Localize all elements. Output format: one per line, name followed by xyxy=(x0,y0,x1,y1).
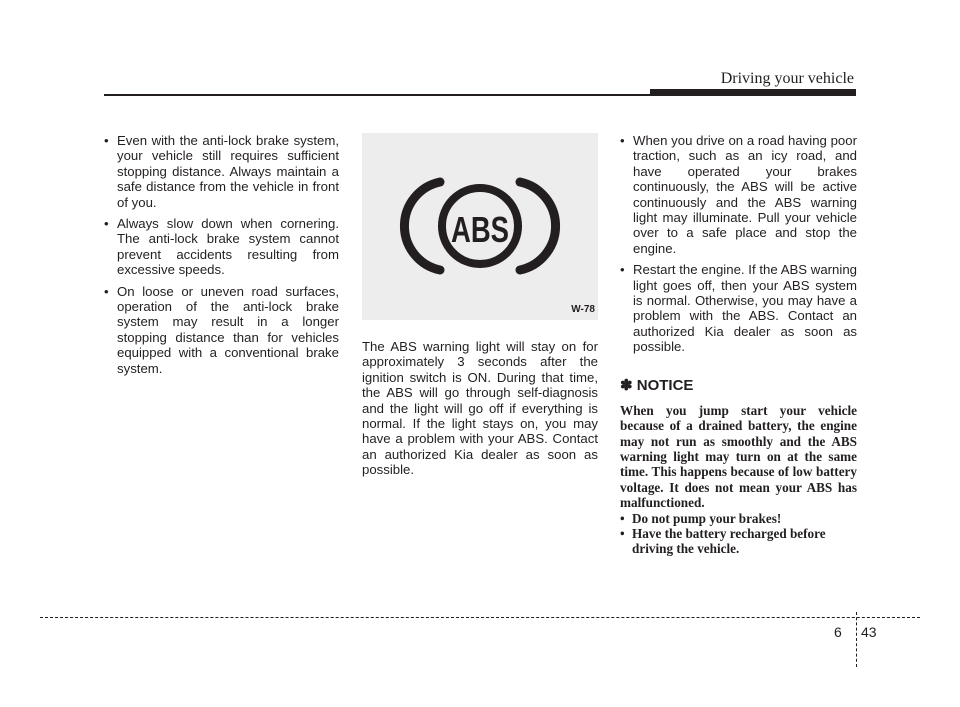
list-item: • On loose or uneven road surfaces, operation of the anti-lock brake system may result in a longer stopping distance than for vehicles equipped with a conventional brake system. xyxy=(104,284,339,376)
left-bullet-list xyxy=(104,133,339,376)
middle-column xyxy=(362,133,598,478)
right-bullet-list xyxy=(620,133,857,355)
abs-light-paragraph: The ABS warning light will stay on for approximately 3 seconds after the ignition switch is ON. During that time, the ABS will go through self-diagnosis and the light will go off if everything is normal. If the light stays on, you may have a problem with your ABS. Contact an authorized Kia dealer as soon as possible. xyxy=(362,339,598,478)
figure-code: W-78 xyxy=(571,303,595,315)
abs-warning-light-icon xyxy=(362,133,598,320)
list-item: • When you drive on a road having poor traction, such as an icy road, and have operated your brakes continuously, the ABS will be active continuously and the ABS warning light may illuminate. Pull your vehicle over to a safe place and stop the engine. xyxy=(620,133,857,256)
list-item: • Restart the engine. If the ABS warning light goes off, then your ABS system is normal. Otherwise, you may have a problem with the ABS. Contact an authorized Kia dealer as soon as possible. xyxy=(620,262,857,354)
header-title: Driving your vehicle xyxy=(720,70,854,87)
notice-heading: ✽ NOTICE xyxy=(620,376,694,394)
chapter-number: 6 xyxy=(834,624,842,640)
page-number-divider xyxy=(856,612,857,667)
list-item: • Do not pump your brakes! xyxy=(620,511,857,526)
page-number: 43 xyxy=(861,624,877,640)
list-item: • Always slow down when cornering. The anti-lock brake system cannot prevent accidents resulting from excessive speeds. xyxy=(104,216,339,278)
left-column xyxy=(104,133,339,382)
right-column xyxy=(620,133,857,557)
list-item: • Have the battery recharged before driving the vehicle. xyxy=(620,526,857,557)
list-item: • Even with the anti-lock brake system, your vehicle still requires sufficient stopping distance. Always maintain a safe distance from the vehicle in front of you. xyxy=(104,133,339,210)
footer-rule xyxy=(40,617,920,618)
header-rule xyxy=(104,94,856,96)
notice-bullet-list xyxy=(620,511,857,557)
abs-warning-figure xyxy=(362,133,598,320)
notice-body: When you jump start your vehicle because of a drained battery, the engine may not run as smoothly and the ABS warning light may turn on at the same time. This happens because of low battery voltage. It does not mean your ABS has malfunctioned. xyxy=(620,402,857,511)
abs-icon-text: ABS xyxy=(451,209,509,250)
